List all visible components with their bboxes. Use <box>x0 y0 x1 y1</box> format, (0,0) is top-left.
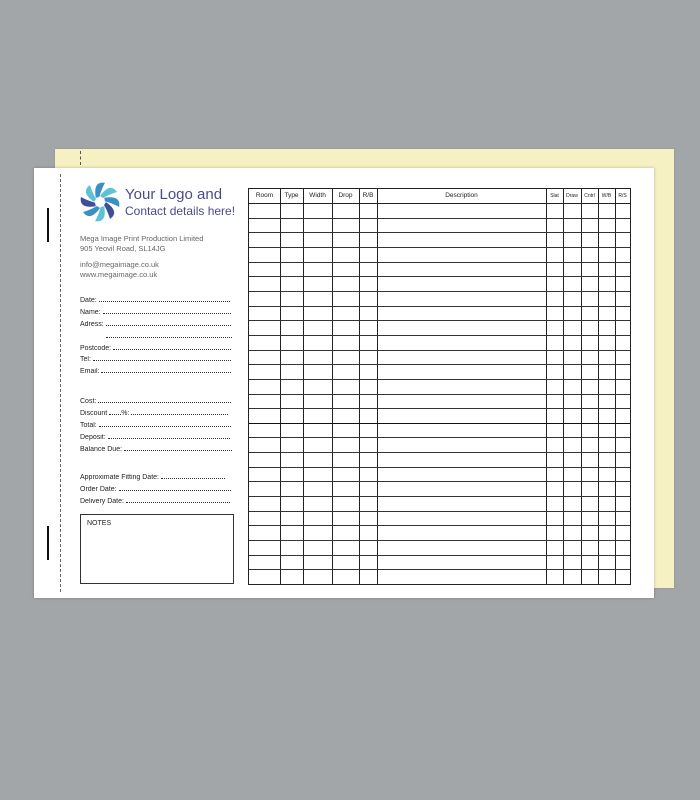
table-row-line <box>249 364 630 365</box>
table-row-line <box>249 452 630 453</box>
column-header-w-b: W/B <box>601 193 612 199</box>
table-row-line <box>249 291 630 292</box>
column-header-drop: Drop <box>338 192 353 199</box>
email-field[interactable] <box>80 368 234 379</box>
total-line <box>99 426 231 427</box>
logo <box>79 181 249 223</box>
table-row-line <box>249 262 630 263</box>
fitting-date-line <box>161 478 225 479</box>
perforation-line <box>60 174 61 592</box>
column-header-cntrl: Cntrl <box>584 193 595 199</box>
date-label: Date: <box>80 297 97 304</box>
address-label: Adress: <box>80 321 104 328</box>
column-header-r-b: R/B <box>362 192 374 199</box>
column-header-draw: Draw <box>566 193 578 199</box>
discount-label: Discount <box>80 410 108 417</box>
contact-website: www.megaimage.co.uk <box>80 270 158 279</box>
discount-field[interactable] <box>80 410 234 421</box>
deposit-line <box>108 438 230 439</box>
address-line <box>106 325 231 326</box>
binding-mark-bottom <box>47 526 49 560</box>
column-header-description: Description <box>445 192 478 199</box>
company-block <box>80 234 203 254</box>
table-row-line <box>249 335 630 336</box>
table-row-line <box>249 247 630 248</box>
date-line <box>99 301 230 302</box>
discount-percent-label: %: <box>121 410 130 417</box>
table-row-line <box>249 437 630 438</box>
postcode-field[interactable] <box>80 345 234 356</box>
table-row-line <box>249 320 630 321</box>
address-field-line2[interactable] <box>106 333 234 344</box>
order-table <box>248 188 631 585</box>
postcode-line <box>113 349 231 350</box>
copy-perforation <box>80 151 81 165</box>
table-row-line <box>249 306 630 307</box>
discount-percent-line <box>109 414 121 415</box>
pinwheel-logo-icon <box>79 181 121 223</box>
table-row-line <box>249 511 630 512</box>
balance-due-label: Balance Due: <box>80 446 123 453</box>
tel-label: Tel: <box>80 356 91 363</box>
deposit-label: Deposit: <box>80 434 106 441</box>
column-header-width: Width <box>309 192 326 199</box>
name-label: Name: <box>80 309 101 316</box>
tel-line <box>93 360 231 361</box>
email-line <box>101 372 231 373</box>
table-row-line <box>249 540 630 541</box>
email-label: Email: <box>80 368 100 375</box>
name-field[interactable] <box>80 309 234 320</box>
contact-email: info@megaimage.co.uk <box>80 260 159 269</box>
address-line-2 <box>106 337 232 338</box>
table-row-line <box>249 276 630 277</box>
fitting-date-field[interactable] <box>80 474 234 485</box>
binding-mark-top <box>47 208 49 242</box>
contact-block <box>80 260 159 280</box>
column-header-slat: Slat <box>550 193 559 199</box>
order-date-line <box>119 490 231 491</box>
order-form-sheet <box>34 168 654 598</box>
company-address: 905 Yeovil Road, SL14JG <box>80 244 166 253</box>
order-date-label: Order Date: <box>80 486 117 493</box>
table-row-line <box>249 394 630 395</box>
balance-due-line <box>124 450 232 451</box>
table-row-line <box>249 569 630 570</box>
tel-field[interactable] <box>80 356 234 367</box>
logo-petal <box>104 202 114 219</box>
name-line <box>103 313 231 314</box>
deposit-field[interactable] <box>80 434 234 445</box>
delivery-date-field[interactable] <box>80 498 234 509</box>
cost-label: Cost: <box>80 398 97 405</box>
table-header <box>249 189 630 204</box>
address-field[interactable] <box>80 321 234 332</box>
table-row-line <box>249 555 630 556</box>
table-row-line <box>249 408 630 409</box>
table-row-line <box>249 525 630 526</box>
table-row-line <box>249 496 630 497</box>
cost-line <box>98 402 231 403</box>
logo-title: Your Logo and <box>125 186 223 203</box>
table-row-line <box>249 379 630 380</box>
table-row-line <box>249 467 630 468</box>
delivery-date-label: Delivery Date: <box>80 498 124 505</box>
total-field[interactable] <box>80 422 234 433</box>
column-header-r-s: R/S <box>618 193 627 199</box>
balance-due-field[interactable] <box>80 446 234 457</box>
notes-box[interactable] <box>80 514 234 584</box>
logo-petal <box>83 206 100 216</box>
fitting-date-label: Approximate Fitting Date: <box>80 474 159 481</box>
table-row-line <box>249 350 630 351</box>
order-date-field[interactable] <box>80 486 234 497</box>
logo-petal <box>86 185 96 202</box>
table-row-line <box>249 423 630 424</box>
table-row-line <box>249 232 630 233</box>
total-label: Total: <box>80 422 97 429</box>
discount-line <box>131 414 228 415</box>
column-header-type: Type <box>284 192 299 199</box>
column-header-room: Room <box>255 192 274 199</box>
notes-label: NOTES <box>87 520 112 527</box>
table-row-line <box>249 218 630 219</box>
logo-subtitle: Contact details here! <box>125 204 236 218</box>
table-row-line <box>249 481 630 482</box>
date-field[interactable] <box>80 297 234 308</box>
logo-petal <box>100 188 117 198</box>
postcode-label: Postcode: <box>80 345 112 352</box>
delivery-date-line <box>126 502 230 503</box>
company-name: Mega Image Print Production Limited <box>80 234 204 243</box>
cost-field[interactable] <box>80 398 234 409</box>
